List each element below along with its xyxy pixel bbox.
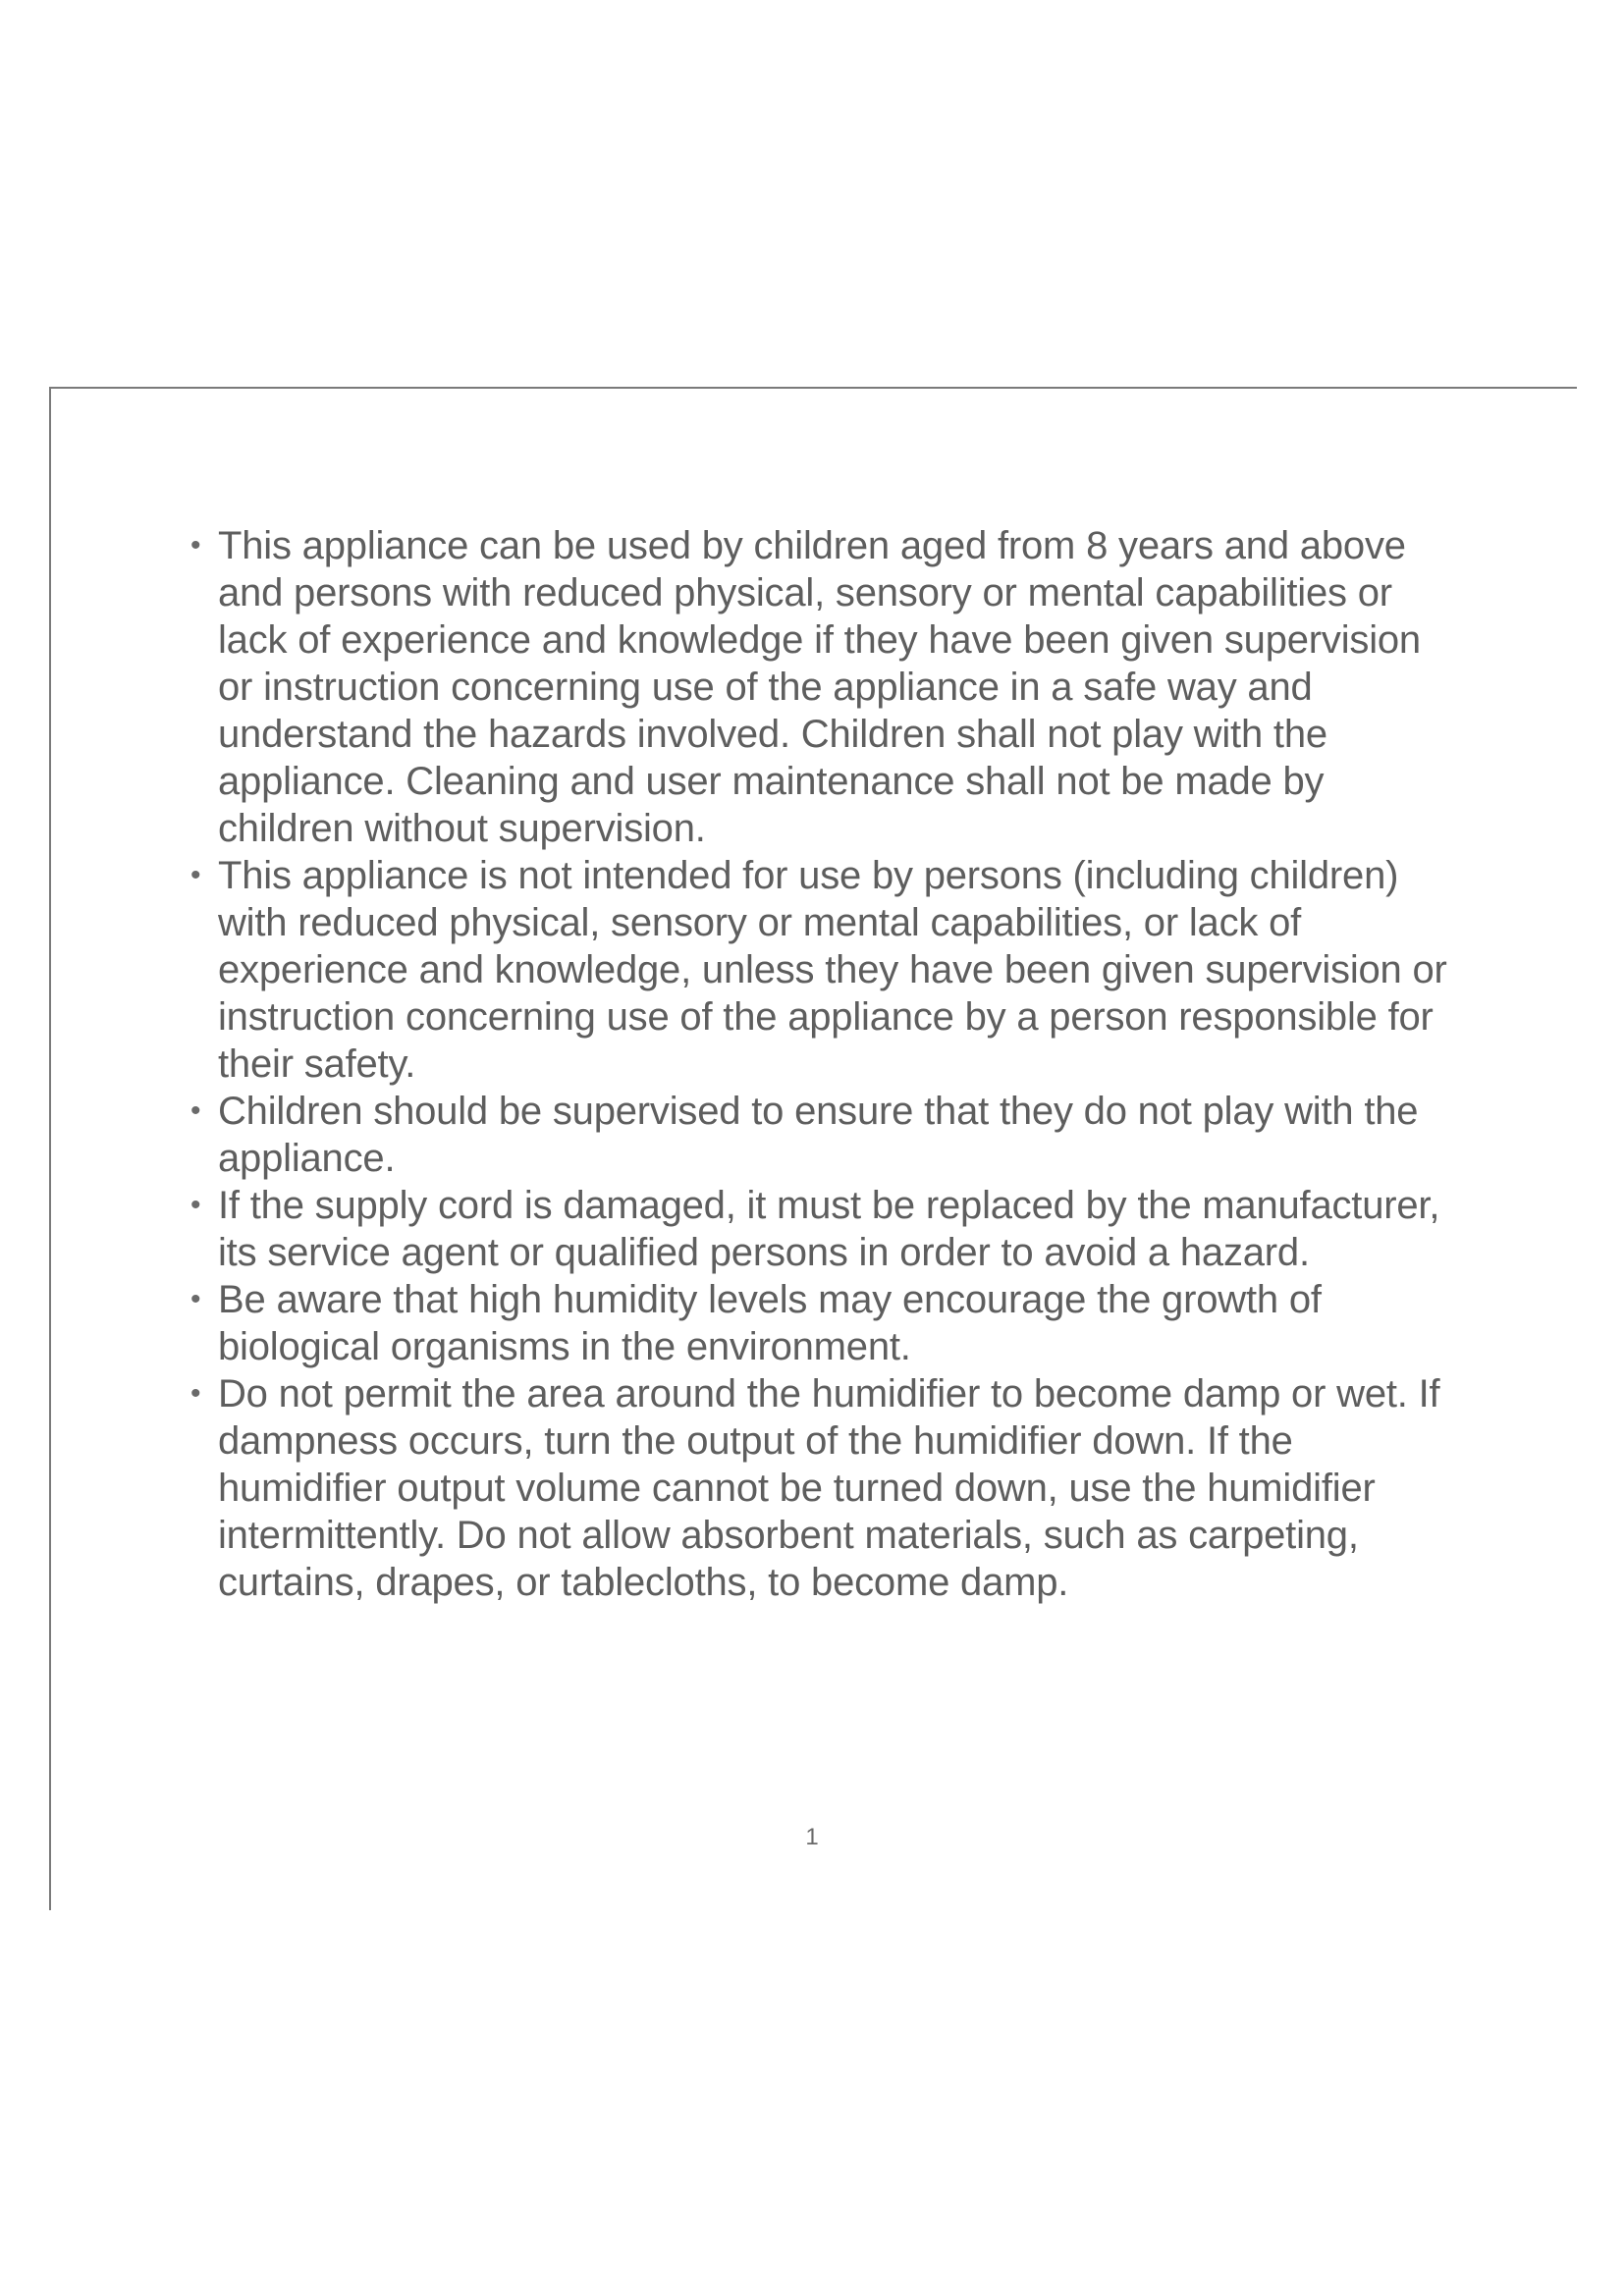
list-item-text: This appliance can be used by children aged from 8 years and above and persons with reduced physical, sensory or mental capabilities or lack of experience and knowledge if they have been given supervision or instruction concerning use of the appliance in a safe way and understand the hazards involved. Children shall not play with the appliance. Cleaning and user maintenance shall not be made by children without supervision.: [218, 524, 1421, 850]
list-item-text: If the supply cord is damaged, it must be replaced by the manufacturer, its service agent or qualified persons in order to avoid a hazard.: [218, 1184, 1440, 1274]
list-item-text: Be aware that high humidity levels may encourage the growth of biological organisms in the environment.: [218, 1278, 1322, 1368]
list-item: [187, 1276, 1463, 1370]
bullet-list: [187, 522, 1463, 1606]
bullet-icon: •: [190, 529, 201, 561]
list-item-text: Do not permit the area around the humidifier to become damp or wet. If dampness occurs, turn the output of the humidifier down. If the humidifier output volume cannot be turned down, use the humidifier intermittently. Do not allow absorbent materials, such as carpeting, curtains, drapes, or tablecloths, to become damp.: [218, 1372, 1440, 1604]
page-number: 1: [805, 1824, 819, 1850]
bullet-icon: •: [190, 1377, 201, 1410]
bullet-icon: •: [190, 1095, 201, 1127]
list-item: [187, 1182, 1463, 1276]
list-item-text: This appliance is not intended for use by persons (including children) with reduced physical, sensory or mental capabilities, or lack of experience and knowledge, unless they have been given supervision or instruction concerning use of the appliance by a person responsible for their safety.: [218, 854, 1447, 1086]
list-item: [187, 852, 1463, 1088]
safety-instructions: [187, 522, 1463, 1606]
list-item: [187, 1370, 1463, 1606]
list-item: [187, 522, 1463, 852]
list-item-text: Children should be supervised to ensure that they do not play with the appliance.: [218, 1090, 1419, 1180]
bullet-icon: •: [190, 1189, 201, 1221]
list-item: [187, 1088, 1463, 1182]
bullet-icon: •: [190, 859, 201, 891]
bullet-icon: •: [190, 1283, 201, 1315]
